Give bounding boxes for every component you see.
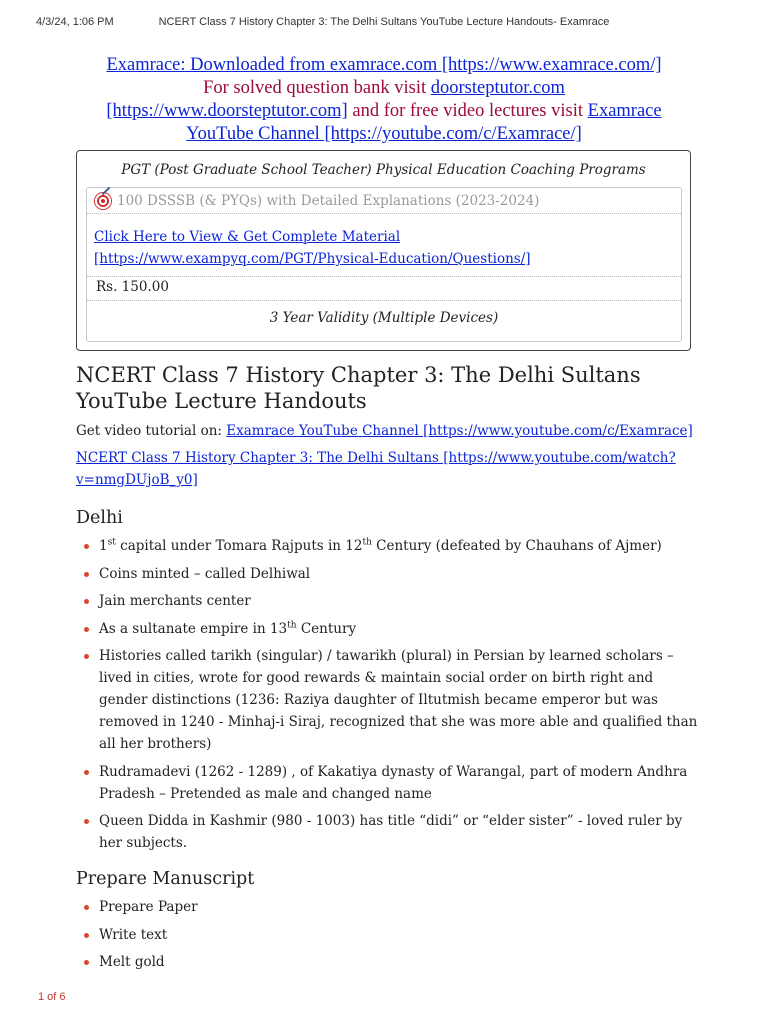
manuscript-list: [76, 896, 698, 979]
list-item: 1st capital under Tomara Rajputs in 12th Century (defeated by Chauhans of Ajmer): [76, 535, 698, 557]
divider: [87, 300, 681, 301]
list-item: As a sultanate empire in 13th Century: [76, 618, 698, 640]
package-name: 100 DSSSB (& PYQs) with Detailed Explanations (2023-2024): [117, 193, 540, 209]
video-channel-link[interactable]: Examrace YouTube Channel [https://www.youtube.com/c/Examrace]: [226, 423, 693, 439]
print-datetime: 4/3/24, 1:06 PM: [36, 16, 114, 28]
article-title: NCERT Class 7 History Chapter 3: The Delhi Sultans YouTube Lecture Handouts: [76, 363, 641, 413]
course-package-card: [86, 187, 682, 342]
target-icon: [95, 193, 111, 209]
list-item: Histories called tarikh (singular) / tawarikh (plural) in Persian by learned scholars – lived in cities, wrote for good rewards & maintain social order on birth right and gender distinctions (1236: Raziya daughter of Iltutmish became emperor but was removed in 1240 - Minhaj-i Siraj, recognized that she was more able and qualified than all her brothers): [76, 645, 698, 755]
package-price: Rs. 150.00: [96, 279, 169, 295]
print-page-title: NCERT Class 7 History Chapter 3: The Delhi Sultans YouTube Lecture Handouts- Examrace: [158, 16, 610, 28]
list-item: Prepare Paper: [76, 896, 698, 918]
list-item: Melt gold: [76, 951, 698, 973]
promo-text-1: For solved question bank visit: [203, 78, 431, 98]
course-box-title: PGT (Post Graduate School Teacher) Physical Education Coaching Programs: [121, 162, 646, 178]
package-header: [95, 193, 539, 209]
promo-text-2: and for free video lectures visit: [347, 101, 588, 121]
youtube-channel-link[interactable]: Examrace YouTube Channel [https://youtube.com/c/Examrace/]: [186, 101, 662, 144]
video-lecture-link[interactable]: NCERT Class 7 History Chapter 3: The Delhi Sultans [https://www.youtube.com/watch?v=nmgDUjoB_y0]: [76, 450, 676, 488]
examrace-link[interactable]: Examrace: Downloaded from examrace.com [https://www.examrace.com/]: [106, 55, 662, 75]
promo-banner: [84, 54, 684, 146]
page-indicator: 1 of 6: [38, 991, 66, 1003]
list-item: Coins minted – called Delhiwal: [76, 563, 698, 585]
doorsteptutor-link[interactable]: doorsteptutor.com [https://www.doorsteptutor.com]: [106, 78, 565, 121]
video-tutorial-line: [76, 420, 696, 442]
video-label: Get video tutorial on:: [76, 423, 227, 439]
divider: [87, 213, 681, 214]
section-heading-delhi: Delhi: [76, 508, 123, 528]
complete-material-link[interactable]: Click Here to View & Get Complete Material [https://www.exampyq.com/PGT/Physical-Education/Questions/]: [94, 229, 531, 267]
list-item: Jain merchants center: [76, 590, 698, 612]
list-item: Write text: [76, 924, 698, 946]
package-validity: 3 Year Validity (Multiple Devices): [269, 310, 499, 326]
course-box: [76, 150, 691, 351]
list-item: Rudramadevi (1262 - 1289) , of Kakatiya dynasty of Warangal, part of modern Andhra Pradesh – Pretended as male and changed name: [76, 761, 698, 805]
divider: [87, 276, 681, 277]
list-item: Queen Didda in Kashmir (980 - 1003) has title “didi” or “elder sister” - loved ruler by her subjects.: [76, 810, 698, 854]
delhi-list: [76, 535, 698, 860]
video-lecture-line: [76, 447, 696, 491]
section-heading-prepare-manuscript: Prepare Manuscript: [76, 869, 255, 889]
